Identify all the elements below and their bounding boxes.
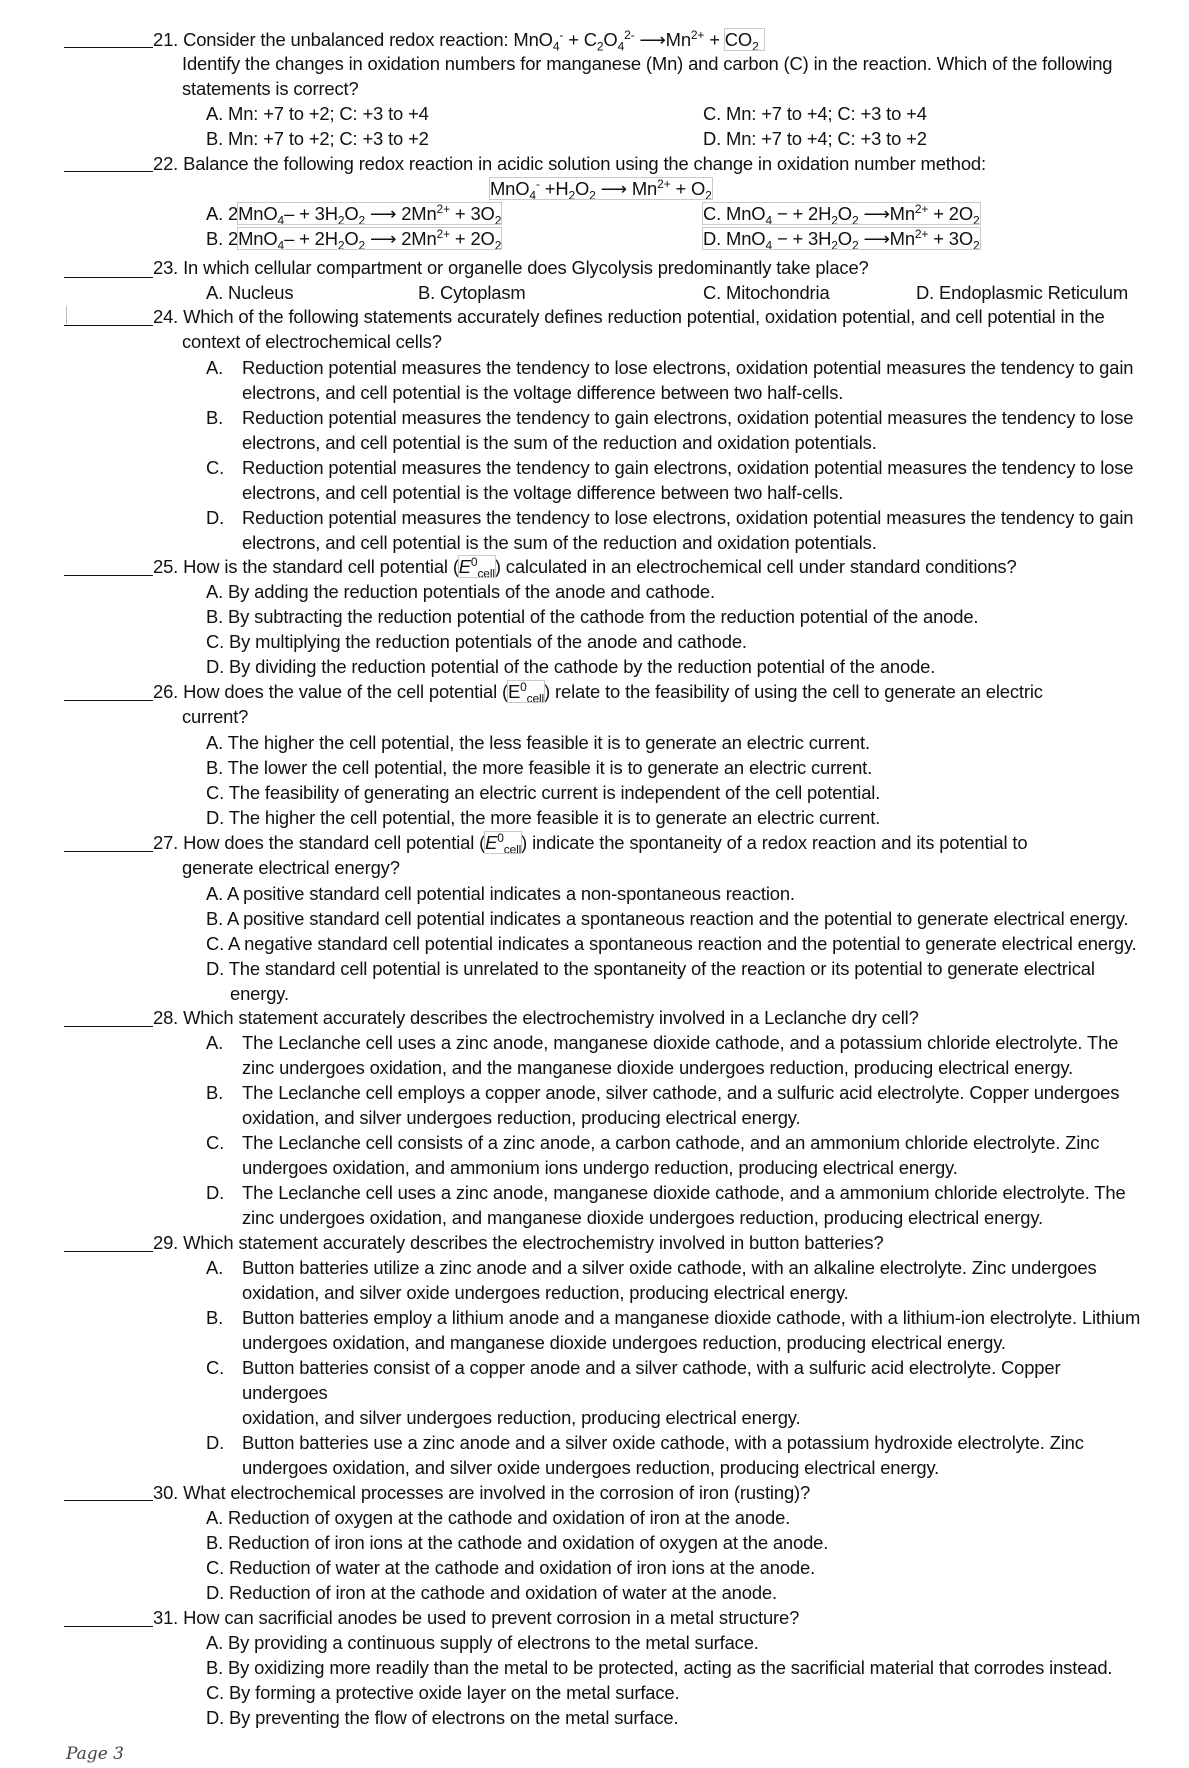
margin-mark [66, 306, 67, 324]
question-27-line-1: 27. How does the standard cell potential $(E^0_{cell})$ indicate the spontaneity of a redox reaction and its potential to [153, 830, 1028, 857]
q24-choice-c-line-2: electrons, and cell potential is the voltage difference between two half-cells. [242, 482, 844, 503]
q31-choice-d: D. By preventing the flow of electrons on the metal surface. [206, 1707, 679, 1728]
question-23-line-1: 23. In which cellular compartment or organelle does Glycolysis predominantly take place? [153, 257, 869, 278]
q29-choice-a-line-1: Button batteries utilize a zinc anode and a silver oxide cathode, with an alkaline electrolyte. Zinc undergoes [242, 1257, 1097, 1278]
q24-choice-d-letter: D. [206, 507, 225, 528]
question-29-line-1: 29. Which statement accurately describes the electrochemistry involved in button batteries? [153, 1232, 884, 1253]
answer-blank-30[interactable] [64, 1500, 153, 1501]
q28-choice-d-line-2: zinc undergoes oxidation, and manganese dioxide undergoes reduction, producing electrical energy. [242, 1207, 1043, 1228]
question-22-line-1: 22. Balance the following redox reaction in acidic solution using the change in oxidation number method: [153, 153, 986, 174]
q25-choice-b: B. By subtracting the reduction potential of the cathode from the reduction potential of the anode. [206, 606, 979, 627]
q28-choice-c-line-1: The Leclanche cell consists of a zinc anode, a carbon cathode, and an ammonium chloride electrolyte. Zinc [242, 1132, 1100, 1153]
q24-choice-c-line-1: Reduction potential measures the tendency to gain electrons, oxidation potential measures the tendency to lose [242, 457, 1134, 478]
question-22-equation: $MnO_4^- +H_2O_2$ ⟶ $Mn^{2+} + O_2$ [490, 176, 712, 203]
q23-choice-d: D. Endoplasmic Reticulum [916, 282, 1129, 303]
q25-choice-a: A. By adding the reduction potentials of the anode and cathode. [206, 581, 715, 602]
question-27-line-2: generate electrical energy? [182, 857, 400, 878]
q28-choice-a-line-2: zinc undergoes oxidation, and the manganese dioxide undergoes reduction, producing electrical energy. [242, 1057, 1074, 1078]
q21-choice-a: A. Mn: +7 to +2; C: +3 to +4 [206, 103, 429, 124]
question-21-line-3: statements is correct? [182, 78, 359, 99]
q27-choice-d: D. The standard cell potential is unrelated to the spontaneity of the reaction or its potential to generate electrical [206, 958, 1095, 979]
q27-choice-c: C. A negative standard cell potential indicates a spontaneous reaction and the potential to generate electrical energy. [206, 933, 1137, 954]
q31-choice-c: C. By forming a protective oxide layer on the metal surface. [206, 1682, 680, 1703]
q29-choice-b-line-2: undergoes oxidation, and manganese dioxide undergoes reduction, producing electrical energy. [242, 1332, 1006, 1353]
q28-choice-d-letter: D. [206, 1182, 225, 1203]
question-31-line-1: 31. How can sacrificial anodes be used to prevent corrosion in a metal structure? [153, 1607, 800, 1628]
q23-choice-c: C. Mitochondria [703, 282, 830, 303]
q28-choice-d-line-1: The Leclanche cell uses a zinc anode, manganese dioxide cathode, and a ammonium chloride electrolyte. The [242, 1182, 1126, 1203]
q29-choice-b-line-1: Button batteries employ a lithium anode and a manganese dioxide cathode, with a lithium-ion electrolyte. Lithium [242, 1307, 1141, 1328]
question-21-line-2: Identify the changes in oxidation numbers for manganese (Mn) and carbon (C) in the reaction. Which of the following [182, 53, 1113, 74]
q29-choice-c-line-1: Button batteries consist of a copper anode and a silver cathode, with a sulfuric acid electrolyte. Copper [242, 1357, 1061, 1378]
q29-choice-c-line-3: oxidation, and silver undergoes reduction, producing electrical energy. [242, 1407, 801, 1428]
q24-choice-d-line-1: Reduction potential measures the tendency to lose electrons, oxidation potential measures the tendency to gain [242, 507, 1134, 528]
page-number: Page 3 [66, 1744, 124, 1764]
q24-choice-a-line-1: Reduction potential measures the tendency to lose electrons, oxidation potential measures the tendency to gain [242, 357, 1134, 378]
answer-blank-27[interactable] [64, 851, 153, 852]
q26-choice-c: C. The feasibility of generating an electric current is independent of the cell potential. [206, 782, 881, 803]
answer-blank-28[interactable] [64, 1026, 153, 1027]
q27-choice-d-continued: energy. [230, 983, 289, 1004]
q30-choice-b: B. Reduction of iron ions at the cathode and oxidation of oxygen at the anode. [206, 1532, 829, 1553]
q24-choice-a-line-2: electrons, and cell potential is the voltage difference between two half-cells. [242, 382, 844, 403]
q21-choice-c: C. Mn: +7 to +4; C: +3 to +4 [703, 103, 927, 124]
q28-choice-a-line-1: The Leclanche cell uses a zinc anode, manganese dioxide cathode, and a potassium chloride electrolyte. The [242, 1032, 1119, 1053]
q24-choice-b-letter: B. [206, 407, 224, 428]
q28-choice-a-letter: A. [206, 1032, 224, 1053]
q27-choice-a: A. A positive standard cell potential indicates a non-spontaneous reaction. [206, 883, 795, 904]
answer-blank-25[interactable] [64, 575, 153, 576]
q29-choice-b-letter: B. [206, 1307, 224, 1328]
q25-choice-d: D. By dividing the reduction potential of the cathode by the reduction potential of the anode. [206, 656, 936, 677]
q30-choice-d: D. Reduction of iron at the cathode and oxidation of water at the anode. [206, 1582, 777, 1603]
q29-choice-a-letter: A. [206, 1257, 224, 1278]
q28-choice-b-line-2: oxidation, and silver undergoes reduction, producing electrical energy. [242, 1107, 801, 1128]
q25-choice-c: C. By multiplying the reduction potentials of the anode and cathode. [206, 631, 747, 652]
q23-choice-b: B. Cytoplasm [418, 282, 526, 303]
q29-choice-d-line-1: Button batteries use a zinc anode and a silver oxide cathode, with a potassium hydroxide electrolyte. Zinc [242, 1432, 1084, 1453]
question-26-line-2: current? [182, 706, 249, 727]
question-28-line-1: 28. Which statement accurately describes the electrochemistry involved in a Leclanche dry cell? [153, 1007, 919, 1028]
q28-choice-c-letter: C. [206, 1132, 225, 1153]
question-24-line-2: context of electrochemical cells? [182, 331, 442, 352]
q29-choice-d-line-2: undergoes oxidation, and silver oxide undergoes reduction, producing electrical energy. [242, 1457, 940, 1478]
answer-blank-29[interactable] [64, 1251, 153, 1252]
q21-choice-b: B. Mn: +7 to +2; C: +3 to +2 [206, 128, 429, 149]
answer-blank-21[interactable] [64, 47, 153, 48]
q28-choice-b-letter: B. [206, 1082, 224, 1103]
q29-choice-a-line-2: oxidation, and silver oxide undergoes reduction, producing electrical energy. [242, 1282, 849, 1303]
q26-choice-a: A. The higher the cell potential, the less feasible it is to generate an electric current. [206, 732, 870, 753]
q28-choice-c-line-2: undergoes oxidation, and ammonium ions undergo reduction, producing electrical energy. [242, 1157, 958, 1178]
q27-choice-b: B. A positive standard cell potential indicates a spontaneous reaction and the potential to generate electrical energy. [206, 908, 1129, 929]
q31-choice-a: A. By providing a continuous supply of electrons to the metal surface. [206, 1632, 759, 1653]
q31-choice-b: B. By oxidizing more readily than the metal to be protected, acting as the sacrificial material that corrodes instead. [206, 1657, 1113, 1678]
answer-blank-22[interactable] [64, 171, 153, 172]
answer-blank-26[interactable] [64, 700, 153, 701]
q26-choice-d: D. The higher the cell potential, the more feasible it is to generate an electric current. [206, 807, 881, 828]
q22-choice-c: C. MnO$_4$ − + $2H_2O_2$ $⟶Mn^{2+} + 2O_2$ [703, 201, 980, 228]
q24-choice-d-line-2: electrons, and cell potential is the sum of the reduction and oxidation potentials. [242, 532, 877, 553]
q21-choice-d: D. Mn: +7 to +4; C: +3 to +2 [703, 128, 927, 149]
question-30-line-1: 30. What electrochemical processes are involved in the corrosion of iron (rusting)? [153, 1482, 811, 1503]
q24-choice-a-letter: A. [206, 357, 224, 378]
answer-blank-24[interactable] [64, 325, 153, 326]
q28-choice-b-line-1: The Leclanche cell employs a copper anode, silver cathode, and a sulfuric acid electrolyte. Copper undergoes [242, 1082, 1120, 1103]
q24-choice-b-line-2: electrons, and cell potential is the sum of the reduction and oxidation potentials. [242, 432, 877, 453]
question-25-line-1: 25. How is the standard cell potential $(E^0_{cell})$ calculated in an electrochemical cell under standard conditions? [153, 554, 1017, 581]
q22-choice-b: B. $2MnO_4- + 2H_2O_2$ ⟶ $2Mn^{2+} + 2O_2$ [206, 226, 502, 253]
q24-choice-b-line-1: Reduction potential measures the tendency to gain electrons, oxidation potential measures the tendency to lose [242, 407, 1134, 428]
q24-choice-c-letter: C. [206, 457, 225, 478]
q22-choice-d: D. MnO$_4$ − + $3H_2O_2$ $⟶Mn^{2+} + 3O_2$ [703, 226, 980, 253]
question-21-line-1: 21. Consider the unbalanced redox reaction: $MnO_4^- + C_2O_4^{2-}$ $⟶Mn^{2+} + CO_2$ [153, 28, 764, 52]
q29-choice-c-letter: C. [206, 1357, 225, 1378]
q29-choice-d-letter: D. [206, 1432, 225, 1453]
q23-choice-a: A. Nucleus [206, 282, 294, 303]
question-24-line-1: 24. Which of the following statements accurately defines reduction potential, oxidation potential, and cell potential in the [153, 306, 1105, 327]
q26-choice-b: B. The lower the cell potential, the more feasible it is to generate an electric current. [206, 757, 873, 778]
q29-choice-c-line-2: undergoes [242, 1382, 328, 1403]
q30-choice-c: C. Reduction of water at the cathode and oxidation of iron ions at the anode. [206, 1557, 816, 1578]
q22-choice-a: A. $2MnO_4- + 3H_2O_2$ ⟶ $2Mn^{2+} + 3O_2$ [206, 201, 502, 228]
q30-choice-a: A. Reduction of oxygen at the cathode and oxidation of iron at the anode. [206, 1507, 791, 1528]
answer-blank-23[interactable] [64, 277, 153, 278]
question-26-line-1: 26. How does the value of the cell potential $(E^0_{cell})$ relate to the feasibility of using the cell to generate an electric [153, 679, 1043, 706]
answer-blank-31[interactable] [64, 1626, 153, 1627]
